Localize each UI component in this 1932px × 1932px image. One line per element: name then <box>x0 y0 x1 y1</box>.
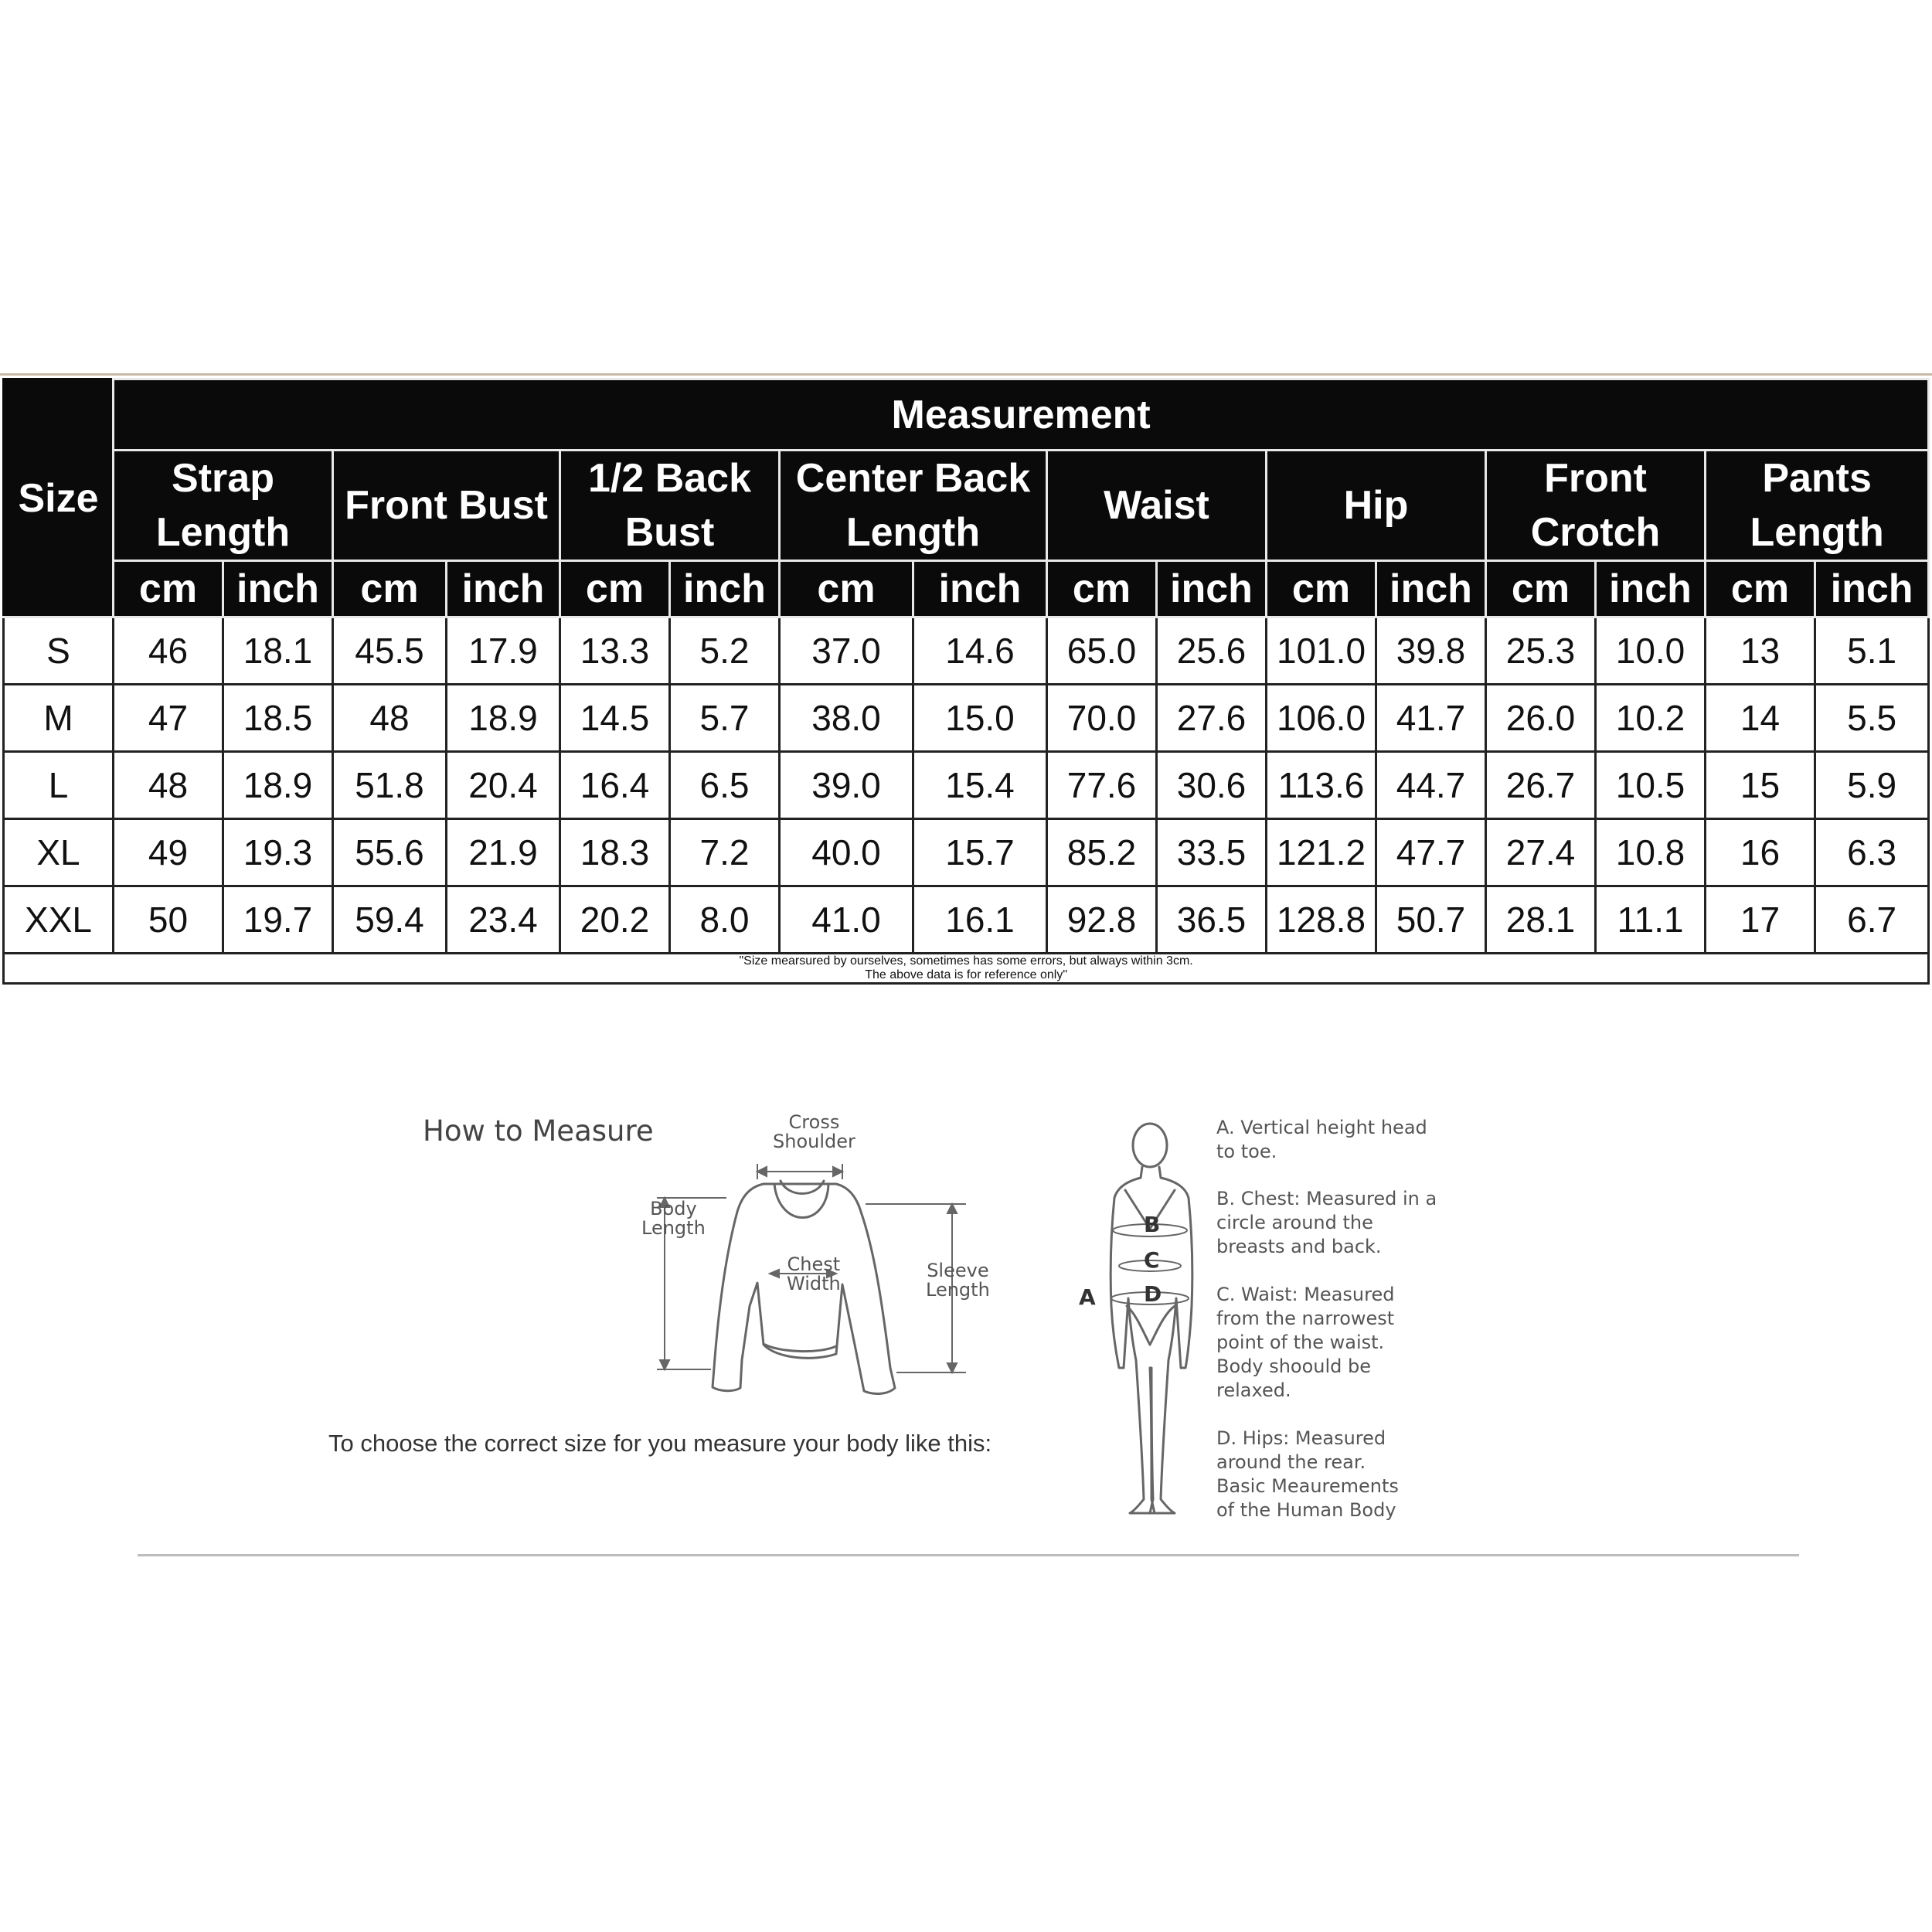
value-cell: 38.0 <box>780 685 913 752</box>
value-cell: 113.6 <box>1267 752 1376 819</box>
table-row <box>4 617 1929 685</box>
group-header-line: Pants <box>1762 456 1872 501</box>
value-cell: 50.7 <box>1376 886 1486 954</box>
value-cell: 50 <box>114 886 223 954</box>
group-header-front-bust <box>333 451 560 561</box>
value-cell: 10.5 <box>1596 752 1706 819</box>
value-cell: 5.7 <box>670 685 780 752</box>
group-header-line: Length <box>1750 510 1884 556</box>
value-cell: 48 <box>333 685 447 752</box>
group-header-line: Length <box>155 510 291 556</box>
value-cell: 39.8 <box>1376 617 1486 685</box>
size-chart-body <box>4 617 1929 954</box>
value-cell: 41.7 <box>1376 685 1486 752</box>
value-cell: 30.6 <box>1157 752 1267 819</box>
value-cell: 47.7 <box>1376 819 1486 886</box>
value-cell: 121.2 <box>1267 819 1376 886</box>
group-header-line: Length <box>845 510 981 556</box>
value-cell: 44.7 <box>1376 752 1486 819</box>
guide-title: How to Measure <box>423 1114 654 1148</box>
size-cell: S <box>4 617 114 685</box>
unit-header-inch: inch <box>447 561 560 617</box>
value-cell: 45.5 <box>333 617 447 685</box>
label-line: Sleeve <box>927 1260 989 1281</box>
value-cell: 5.9 <box>1815 752 1929 819</box>
legend-item-a: A. Vertical height head to toe. <box>1216 1117 1427 1162</box>
size-cell: XL <box>4 819 114 886</box>
how-to-measure-guide <box>0 1090 1932 1569</box>
measurement-header: Measurement <box>114 379 1929 451</box>
value-cell: 17.9 <box>447 617 560 685</box>
top-divider <box>0 373 1932 376</box>
value-cell: 7.2 <box>670 819 780 886</box>
table-row <box>4 685 1929 752</box>
brief-outline <box>1127 1306 1175 1345</box>
value-cell: 19.3 <box>223 819 333 886</box>
value-cell: 59.4 <box>333 886 447 954</box>
label-line: Shoulder <box>773 1131 855 1153</box>
value-cell: 6.3 <box>1815 819 1929 886</box>
unit-header-inch: inch <box>223 561 333 617</box>
sleeve-length-label <box>926 1261 990 1300</box>
unit-header-inch: inch <box>670 561 780 617</box>
group-header-pants-length <box>1706 451 1929 561</box>
group-header-strap-length <box>114 451 333 561</box>
legend-item-b: B. Chest: Measured in a circle around the breasts and back. <box>1216 1188 1437 1257</box>
table-row <box>4 752 1929 819</box>
value-cell: 5.2 <box>670 617 780 685</box>
value-cell: 101.0 <box>1267 617 1376 685</box>
group-header-line: Bust <box>624 510 715 556</box>
value-cell: 39.0 <box>780 752 913 819</box>
measurement-group-row <box>4 451 1929 561</box>
value-cell: 25.6 <box>1157 617 1267 685</box>
value-cell: 6.5 <box>670 752 780 819</box>
table-row <box>4 819 1929 886</box>
size-cell: L <box>4 752 114 819</box>
unit-header-cm: cm <box>780 561 913 617</box>
unit-header-cm: cm <box>114 561 223 617</box>
shirt-neckline <box>774 1184 828 1218</box>
marker-c: C <box>1144 1247 1160 1273</box>
value-cell: 10.2 <box>1596 685 1706 752</box>
value-cell: 13.3 <box>560 617 670 685</box>
unit-header-inch: inch <box>913 561 1047 617</box>
reference-note <box>4 954 1929 984</box>
group-header-line: Waist <box>1104 483 1209 529</box>
value-cell: 5.1 <box>1815 617 1929 685</box>
value-cell: 15.4 <box>913 752 1047 819</box>
value-cell: 15 <box>1706 752 1815 819</box>
value-cell: 18.5 <box>223 685 333 752</box>
value-cell: 18.3 <box>560 819 670 886</box>
value-cell: 128.8 <box>1267 886 1376 954</box>
unit-header-cm: cm <box>1486 561 1596 617</box>
value-cell: 28.1 <box>1486 886 1596 954</box>
size-chart-table <box>2 378 1930 985</box>
unit-header-cm: cm <box>1706 561 1815 617</box>
group-header-line: Crotch <box>1530 510 1661 556</box>
label-line: Body <box>650 1198 697 1219</box>
value-cell: 55.6 <box>333 819 447 886</box>
value-cell: 49 <box>114 819 223 886</box>
value-cell: 51.8 <box>333 752 447 819</box>
value-cell: 16.1 <box>913 886 1047 954</box>
unit-row <box>4 561 1929 617</box>
value-cell: 20.2 <box>560 886 670 954</box>
value-cell: 18.1 <box>223 617 333 685</box>
value-cell: 65.0 <box>1047 617 1157 685</box>
value-cell: 16.4 <box>560 752 670 819</box>
value-cell: 13 <box>1706 617 1815 685</box>
value-cell: 21.9 <box>447 819 560 886</box>
value-cell: 40.0 <box>780 819 913 886</box>
value-cell: 106.0 <box>1267 685 1376 752</box>
value-cell: 27.6 <box>1157 685 1267 752</box>
label-line: Length <box>641 1217 706 1240</box>
value-cell: 92.8 <box>1047 886 1157 954</box>
shirt-collar <box>781 1181 824 1194</box>
value-cell: 19.7 <box>223 886 333 954</box>
value-cell: 15.7 <box>913 819 1047 886</box>
value-cell: 20.4 <box>447 752 560 819</box>
value-cell: 41.0 <box>780 886 913 954</box>
value-cell: 47 <box>114 685 223 752</box>
chest-width-label <box>787 1255 841 1294</box>
body-length-label <box>641 1199 706 1238</box>
bottom-divider <box>138 1554 1799 1556</box>
value-cell: 8.0 <box>670 886 780 954</box>
unit-header-inch: inch <box>1157 561 1267 617</box>
value-cell: 14.6 <box>913 617 1047 685</box>
group-header-half-back-bust <box>560 451 780 561</box>
value-cell: 15.0 <box>913 685 1047 752</box>
legend-item-d: D. Hips: Measured around the rear. Basic Meaurements of the Human Body <box>1216 1427 1399 1521</box>
legend-item-c: C. Waist: Measured from the narrowest point of the waist. Body shoould be relaxed. <box>1216 1284 1395 1401</box>
unit-header-inch: inch <box>1376 561 1486 617</box>
group-header-hip <box>1267 451 1486 561</box>
group-header-line: 1/2 Back <box>587 456 752 501</box>
group-header-line: Center Back <box>795 456 1031 501</box>
group-header-center-back-length <box>780 451 1047 561</box>
unit-header-cm: cm <box>1047 561 1157 617</box>
unit-header-inch: inch <box>1815 561 1929 617</box>
label-line: Width <box>787 1273 841 1295</box>
note-line: "Size mearsured by ourselves, sometimes has some errors, but always within 3cm. <box>739 954 1193 968</box>
value-cell: 10.8 <box>1596 819 1706 886</box>
value-cell: 27.4 <box>1486 819 1596 886</box>
table-row <box>4 886 1929 954</box>
value-cell: 77.6 <box>1047 752 1157 819</box>
size-cell: M <box>4 685 114 752</box>
note-row <box>4 954 1929 984</box>
guide-instruction: To choose the correct size for you measure your body like this: <box>328 1430 992 1457</box>
value-cell: 16 <box>1706 819 1815 886</box>
value-cell: 37.0 <box>780 617 913 685</box>
shirt-hem <box>765 1345 836 1352</box>
unit-header-cm: cm <box>1267 561 1376 617</box>
head-outline <box>1133 1124 1167 1167</box>
label-line: Chest <box>787 1253 841 1275</box>
group-header-line: Front <box>1544 456 1647 501</box>
value-cell: 10.0 <box>1596 617 1706 685</box>
value-cell: 46 <box>114 617 223 685</box>
value-cell: 85.2 <box>1047 819 1157 886</box>
value-cell: 48 <box>114 752 223 819</box>
value-cell: 33.5 <box>1157 819 1267 886</box>
value-cell: 6.7 <box>1815 886 1929 954</box>
body-figure-diagram <box>1074 1113 1213 1530</box>
value-cell: 14 <box>1706 685 1815 752</box>
label-line: Cross <box>788 1111 840 1133</box>
marker-d: D <box>1144 1281 1162 1307</box>
unit-header-cm: cm <box>333 561 447 617</box>
value-cell: 5.5 <box>1815 685 1929 752</box>
value-cell: 25.3 <box>1486 617 1596 685</box>
value-cell: 18.9 <box>447 685 560 752</box>
cross-shoulder-label <box>773 1113 855 1151</box>
value-cell: 11.1 <box>1596 886 1706 954</box>
marker-b: B <box>1144 1212 1161 1237</box>
size-cell: XXL <box>4 886 114 954</box>
group-header-line: Strap <box>172 456 274 501</box>
group-header-front-crotch <box>1486 451 1706 561</box>
unit-header-cm: cm <box>560 561 670 617</box>
group-header-line: Front Bust <box>345 483 548 529</box>
value-cell: 14.5 <box>560 685 670 752</box>
value-cell: 36.5 <box>1157 886 1267 954</box>
value-cell: 26.7 <box>1486 752 1596 819</box>
size-chart-header <box>4 379 1929 617</box>
marker-a: A <box>1079 1284 1096 1310</box>
group-header-line: Hip <box>1343 483 1409 529</box>
value-cell: 26.0 <box>1486 685 1596 752</box>
value-cell: 17 <box>1706 886 1815 954</box>
value-cell: 18.9 <box>223 752 333 819</box>
unit-header-inch: inch <box>1596 561 1706 617</box>
size-column-header: Size <box>4 379 114 617</box>
value-cell: 23.4 <box>447 886 560 954</box>
group-header-waist <box>1047 451 1267 561</box>
note-line: The above data is for reference only" <box>865 968 1068 982</box>
label-line: Length <box>926 1279 990 1301</box>
value-cell: 70.0 <box>1047 685 1157 752</box>
